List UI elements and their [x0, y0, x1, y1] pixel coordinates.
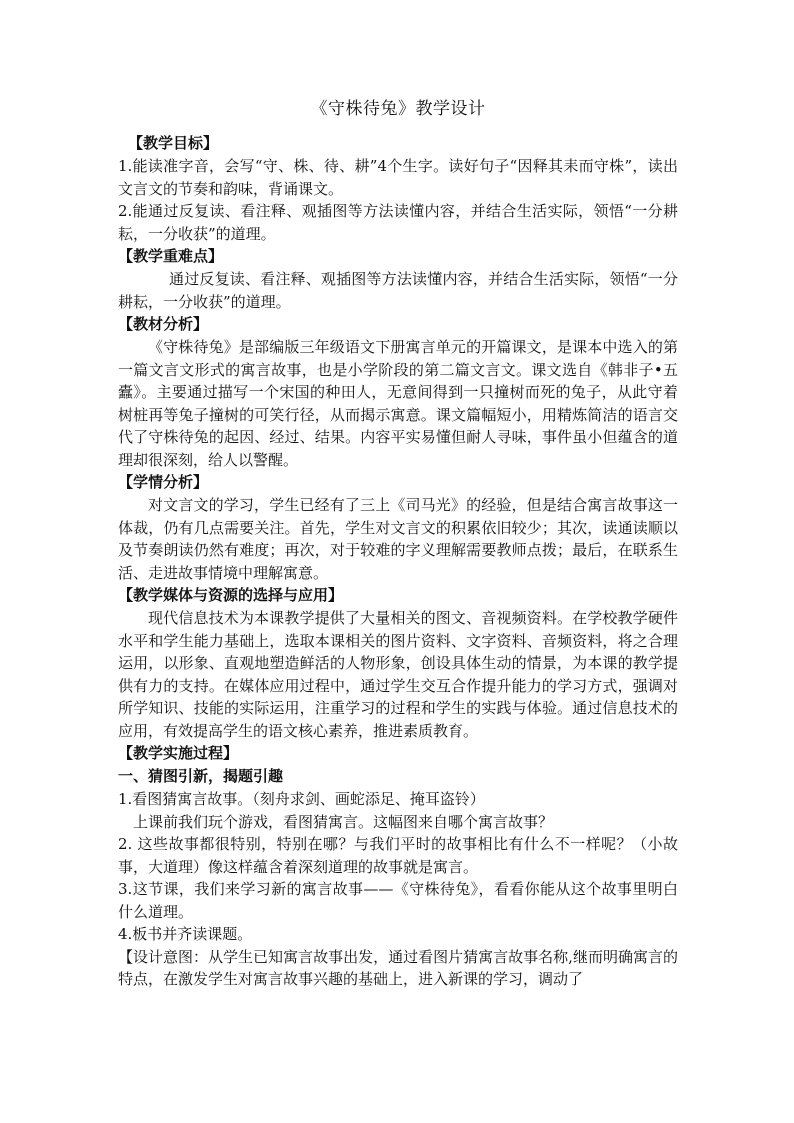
process-step: 4.板书并齐读课题。 — [118, 925, 253, 943]
media-resources-paragraph: 现代信息技术为本课教学提供了大量相关的图文、音视频资料。在学校教学硬件水平和学生能力基础上，选取本课相关的图片资料、文字资料、音频资料，将之合理运用，以形象、直观地塑造鲜活的人物形象，创设具体生动的情景，为本课的教学提供有力的支持。在媒体应用过程中，通过学生交互合作提升能力的学习方式，强调对所学知识、技能的实际运用，注重学习的过程和学生的实践与体验。通过信息技术的应用，有效提高学生的语文核心素养，推进素质教育。 — [118, 609, 678, 740]
student-analysis-paragraph: 对文言文的学习，学生已经有了三上《司马光》的经验，但是结合寓言故事这一体裁，仍有几点需要关注。首先，学生对文言文的积累依旧较少；其次，读通读顺以及节奏朗读仍然有难度；再次，对于较难的字义理解需要教师点拨；最后，在联系生活、走进故事情境中理解寓意。 — [118, 496, 678, 582]
heading-student-analysis: 【学情分析】 — [118, 473, 209, 491]
document-page — [118, 96, 678, 991]
textbook-analysis-paragraph: 《守株待兔》是部编版三年级语文下册寓言单元的开篇课文，是课本中选入的第一篇文言文形式的寓言故事，也是小学阶段的第二篇文言文。课文选自《韩非子•五蠹》。主要通过描写一个宋国的种田人，无意间得到一只撞树而死的兔子，从此守着树桩再等兔子撞树的可笑行径，从而揭示寓意。课文篇幅短小，用精炼简洁的语言交代了守株待兔的起因、经过、结果。内容平实易懂但耐人寻味，事件虽小但蕴含的道理却很深刻，给人以警醒。 — [118, 338, 678, 469]
key-points-paragraph: 通过反复读、看注释、观插图等方法读懂内容，并结合生活实际，领悟“一分耕耘，一分收获”的道理。 — [118, 270, 678, 311]
document-title: 《守株待兔》教学设计 — [310, 99, 486, 119]
objective-paragraph: 2.能通过反复读、看注释、观插图等方法读懂内容，并结合生活实际，领悟“一分耕耘，一分收获”的道理。 — [118, 202, 678, 243]
heading-textbook-analysis: 【教材分析】 — [118, 315, 209, 333]
objective-paragraph: 1.能读准字音，会写“守、株、待、耕”4个生字。读好句子“因释其耒而守株”，读出文言文的节奏和韵味，背诵课文。 — [118, 157, 678, 198]
process-subheading: 一、猜图引新，揭题引趣 — [118, 767, 284, 785]
process-step: 2. 这些故事都很特别，特别在哪？与我们平时的故事相比有什么不一样呢？（小故事，大道理）像这样蕴含着深刻道理的故事就是寓言。 — [118, 835, 678, 876]
process-step: 3.这节课，我们来学习新的寓言故事——《守株待兔》，看看你能从这个故事里明白什么道理。 — [118, 880, 678, 921]
heading-teaching-process: 【教学实施过程】 — [118, 744, 239, 762]
heading-teaching-objectives: 【教学目标】 — [128, 134, 219, 152]
design-intent-paragraph: 【设计意图：从学生已知寓言故事出发，通过看图片猜寓言故事名称,继而明确寓言的特点，在激发学生对寓言故事兴趣的基础上，进入新课的学习，调动了 — [118, 947, 678, 988]
process-step: 1.看图猜寓言故事。（刻舟求剑、画蛇添足、掩耳盗铃） — [118, 790, 485, 808]
heading-media-resources: 【教学媒体与资源的选择与应用】 — [118, 586, 344, 604]
heading-key-points: 【教学重难点】 — [118, 247, 224, 265]
process-step: 上课前我们玩个游戏，看图猜寓言。这幅图来自哪个寓言故事？ — [133, 812, 554, 831]
